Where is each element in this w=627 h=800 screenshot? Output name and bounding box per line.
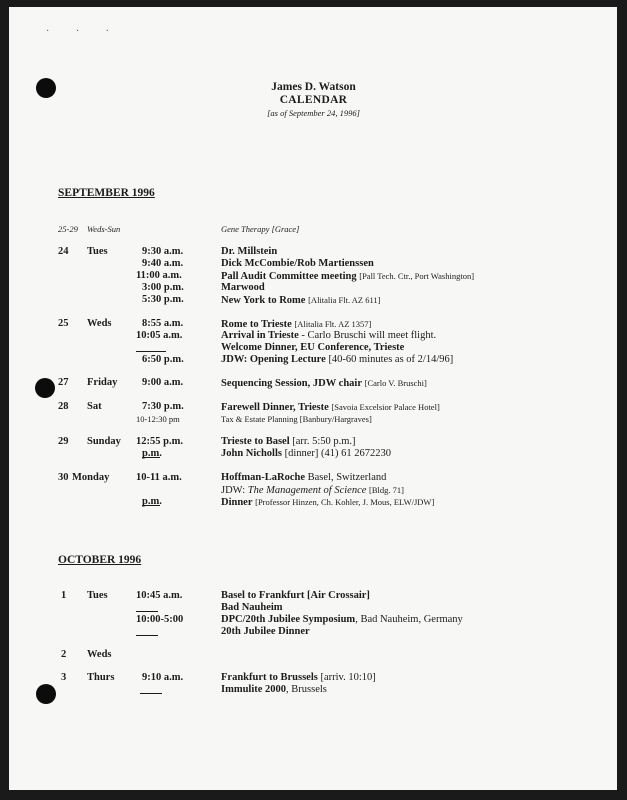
day-number: 3: [61, 672, 67, 683]
event-detail: [Alitalia Flt. AZ 1357]: [294, 319, 372, 329]
calendar-row: [0, 472, 627, 484]
calendar-row: [0, 496, 627, 508]
event-title: Sequencing Session, JDW chair: [221, 378, 362, 389]
event-detail: [arriv. 10:10]: [317, 672, 376, 683]
calendar-row: [0, 294, 627, 306]
calendar-row: [0, 282, 627, 294]
calendar-row: [0, 318, 627, 330]
calendar-row: [0, 377, 627, 389]
day-number: 27: [58, 377, 69, 388]
event-title: Dinner: [221, 497, 253, 508]
event-title: Bad Nauheim: [221, 602, 283, 613]
time: 9:40 a.m.: [142, 258, 184, 269]
event-detail: [Bldg. 71]: [369, 485, 404, 495]
event-text: [221, 672, 376, 684]
time: 3:00 p.m.: [142, 282, 184, 293]
day-number: 29: [58, 436, 69, 447]
time: 10-12:30 pm: [136, 414, 180, 424]
event-title-italic: The Management of Science: [247, 485, 367, 496]
event-text: [221, 330, 436, 342]
calendar-row: [0, 672, 627, 684]
calendar-row: [0, 401, 627, 413]
weekday: Weds: [87, 318, 112, 329]
time: 9:30 a.m.: [142, 246, 184, 257]
weekday: Sat: [87, 401, 102, 412]
calendar-row: [0, 223, 627, 235]
event-title: Basel to Frankfurt [Air Crossair]: [221, 590, 370, 601]
time: 9:10 a.m.: [142, 672, 184, 683]
event-detail: [Savoia Excelsior Palace Hotel]: [331, 402, 440, 412]
calendar-row: [0, 413, 627, 425]
calendar-row: [0, 342, 627, 354]
calendar-row: [0, 354, 627, 366]
as-of-date: [as of September 24, 1996]: [267, 108, 360, 118]
event-detail: [Pall Tech. Ctr., Port Washington]: [359, 271, 475, 281]
time: 7:30 p.m.: [142, 401, 184, 412]
event-text: [221, 614, 463, 626]
time: 10:05 a.m.: [136, 330, 183, 341]
event-title: John Nicholls: [221, 448, 282, 459]
event-detail: [dinner] (41) 61 2672230: [284, 448, 392, 459]
event-title: Gene Therapy: [221, 224, 270, 234]
time: 8:55 a.m.: [142, 318, 184, 329]
event-text: [221, 413, 372, 425]
weekday: Weds: [87, 649, 112, 660]
calendar-row: [0, 590, 627, 602]
event-detail: , Bad Nauheim, Germany: [355, 614, 463, 625]
time: [142, 448, 162, 460]
event-title: Trieste to Basel: [221, 436, 290, 447]
event-detail: [arr. 5:50 p.m.]: [292, 436, 356, 447]
day-number: 30: [58, 472, 69, 483]
time: 10-11 a.m.: [136, 472, 182, 483]
calendar-row: [0, 246, 627, 258]
event-title: DPC/20th Jubilee Symposium: [221, 614, 356, 625]
event-title: Arrival in Trieste: [221, 330, 299, 341]
time-suffix: p.m.: [142, 448, 162, 459]
event-title: Hoffman-LaRoche: [221, 472, 305, 483]
day-number: 1: [61, 590, 67, 601]
time: 11:00 a.m.: [136, 270, 182, 281]
day-number: 24: [58, 246, 69, 257]
event-text: [221, 436, 356, 448]
event-detail: Basel, Switzerland: [305, 472, 387, 483]
event-text: [221, 377, 427, 390]
calendar-row: [0, 649, 627, 661]
calendar-owner: James D. Watson: [271, 81, 356, 93]
calendar-row: [0, 436, 627, 448]
day-range: 25-29: [58, 224, 78, 234]
calendar-row: [0, 626, 627, 638]
weekday: Monday: [72, 472, 110, 483]
event-text: [221, 472, 386, 484]
calendar-row: [0, 484, 627, 496]
event-text: [221, 223, 299, 235]
calendar-row: [0, 684, 627, 696]
time: 9:00 a.m.: [142, 377, 184, 388]
event-title: New York to Rome: [221, 295, 306, 306]
event-text: [221, 496, 434, 509]
weekday-range: Weds-Sun: [87, 224, 121, 234]
event-title: Immulite 2000: [221, 684, 287, 695]
time: 5:30 p.m.: [142, 294, 184, 305]
event-detail: [Grace]: [271, 224, 300, 234]
event-title: Marwood: [221, 282, 265, 293]
event-title: Rome to Trieste: [221, 319, 292, 330]
calendar-row: [0, 448, 627, 460]
time: 10:45 a.m.: [136, 590, 183, 601]
event-title: Frankfurt to Brussels: [221, 672, 318, 683]
time: 10:00-5:00: [136, 614, 184, 625]
calendar-row: [0, 270, 627, 282]
time-suffix: p.m.: [142, 496, 162, 507]
day-number: 28: [58, 401, 69, 412]
event-text: [221, 684, 327, 696]
event-title: Farewell Dinner, Trieste: [221, 402, 329, 413]
event-detail: - Carlo Bruschi will meet flight.: [298, 330, 437, 341]
event-title: JDW: Opening Lecture: [221, 354, 326, 365]
event-detail: [Banbury/Hargraves]: [299, 414, 372, 424]
event-title: Tax & Estate Planning: [221, 414, 298, 424]
page-title: CALENDAR: [279, 94, 348, 106]
event-title: 20th Jubilee Dinner: [221, 626, 310, 637]
calendar-row: [0, 258, 627, 270]
event-title: JDW:: [221, 485, 248, 496]
event-detail: [40-60 minutes as of 2/14/96]: [328, 354, 454, 365]
section-heading-october: OCTOBER 1996: [58, 554, 142, 566]
scan-specks: · · ·: [46, 26, 121, 37]
event-text: [221, 294, 381, 307]
event-text: [221, 448, 391, 460]
event-title: Pall Audit Committee meeting: [221, 271, 357, 282]
event-title: Welcome Dinner, EU Conference, Trieste: [221, 342, 405, 353]
time: 6:50 p.m.: [142, 354, 184, 365]
time: 12:55 p.m.: [136, 436, 183, 447]
weekday: Sunday: [87, 436, 121, 447]
weekday: Friday: [87, 377, 118, 388]
calendar-row: [0, 602, 627, 614]
day-number: 25: [58, 318, 69, 329]
weekday: Tues: [87, 246, 108, 257]
event-detail: , Brussels: [286, 684, 327, 695]
calendar-row: [0, 330, 627, 342]
weekday: Tues: [87, 590, 108, 601]
event-title: Dr. Millstein: [221, 246, 278, 257]
time: [142, 496, 162, 508]
event-detail: [Professor Hinzen, Ch. Kohler, J. Mous, ELW/JDW]: [255, 497, 435, 507]
event-text: [221, 354, 453, 366]
calendar-row: [0, 614, 627, 626]
event-detail: [Carlo V. Bruschi]: [364, 378, 427, 388]
event-title: Dick McCombie/Rob Martienssen: [221, 258, 374, 269]
event-detail: [Alitalia Flt. AZ 611]: [308, 295, 381, 305]
weekday: Thurs: [87, 672, 115, 683]
day-number: 2: [61, 649, 67, 660]
section-heading-september: SEPTEMBER 1996: [58, 187, 155, 199]
